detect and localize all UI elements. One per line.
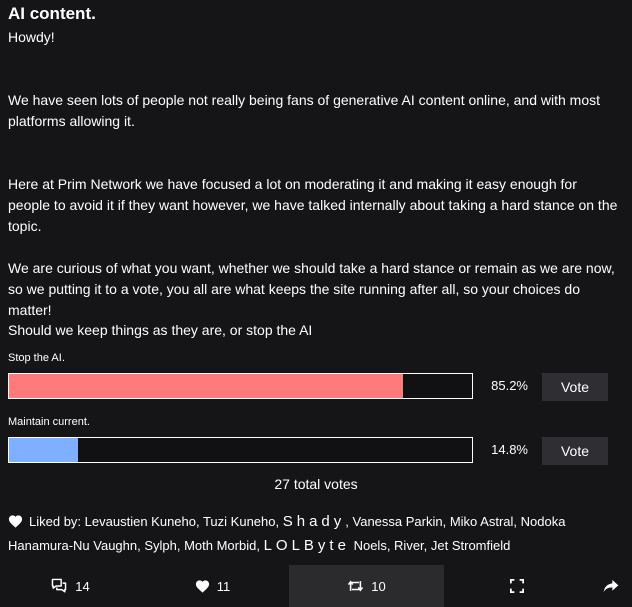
share-button[interactable]: [596, 565, 632, 607]
fullscreen-icon: [510, 579, 524, 593]
liked-by-names[interactable]: Levaustien Kuneho, Tuzi Kuneho,: [84, 514, 280, 529]
post-action-bar: [0, 565, 632, 607]
repost-icon: [347, 579, 364, 593]
repost-button[interactable]: [289, 565, 444, 607]
post-title: AI content.: [8, 4, 96, 23]
paragraph-3: We are curious of what you want, whether we should take a hard stance or remain as we are now, so we putting it to a vote, you all are what keeps the site running after all, so your choices do matter!: [8, 260, 615, 318]
greeting-text: Howdy!: [8, 29, 55, 45]
comments-icon: [50, 578, 68, 594]
heart-icon: [195, 579, 210, 593]
fullscreen-button[interactable]: [490, 565, 550, 607]
poll-bar-fill: [9, 438, 78, 462]
poll-percent: 14.8%: [491, 442, 528, 457]
poll-question: Should we keep things as they are, or stop the AI: [8, 322, 313, 338]
paragraph-2: Here at Prim Network we have focused a lot on moderating it and making it easy enough for people to avoid it if they want however, we have talked internally about taking a hard stance on the topic.: [8, 176, 618, 234]
liked-by-name-styled[interactable]: LOLByte: [263, 537, 350, 554]
poll-bar: [8, 373, 473, 399]
vote-button[interactable]: Vote: [542, 437, 608, 465]
like-button[interactable]: [140, 565, 285, 607]
liked-by-names[interactable]: , Vanessa Parkin, Miko Astral, Nodoka Hanamura-Nu Vaughn, Sylph, Moth Morbid,: [8, 514, 566, 553]
reposts-count: 10: [371, 578, 386, 594]
liked-by-names[interactable]: Noels, River, Jet Stromfield: [353, 538, 511, 553]
poll-total-votes: 27 total votes: [274, 476, 358, 492]
comments-button[interactable]: [0, 565, 140, 607]
heart-icon: [8, 513, 23, 535]
vote-button[interactable]: Vote: [542, 373, 608, 401]
liked-by-list: [8, 511, 620, 557]
poll-percent: 85.2%: [491, 378, 528, 393]
likes-count: 11: [216, 578, 231, 594]
share-icon: [603, 579, 619, 593]
poll-option-label: Maintain current.: [8, 416, 90, 428]
comments-count: 14: [75, 578, 90, 594]
poll-bar: [8, 437, 473, 463]
poll-bar-fill: [9, 374, 403, 398]
liked-by-prefix: Liked by:: [29, 514, 82, 529]
paragraph-1: We have seen lots of people not really being fans of generative AI content online, and with most platforms allowing it.: [8, 92, 601, 129]
liked-by-name-styled[interactable]: Shady: [282, 513, 346, 530]
poll-option-label: Stop the AI.: [8, 352, 65, 364]
